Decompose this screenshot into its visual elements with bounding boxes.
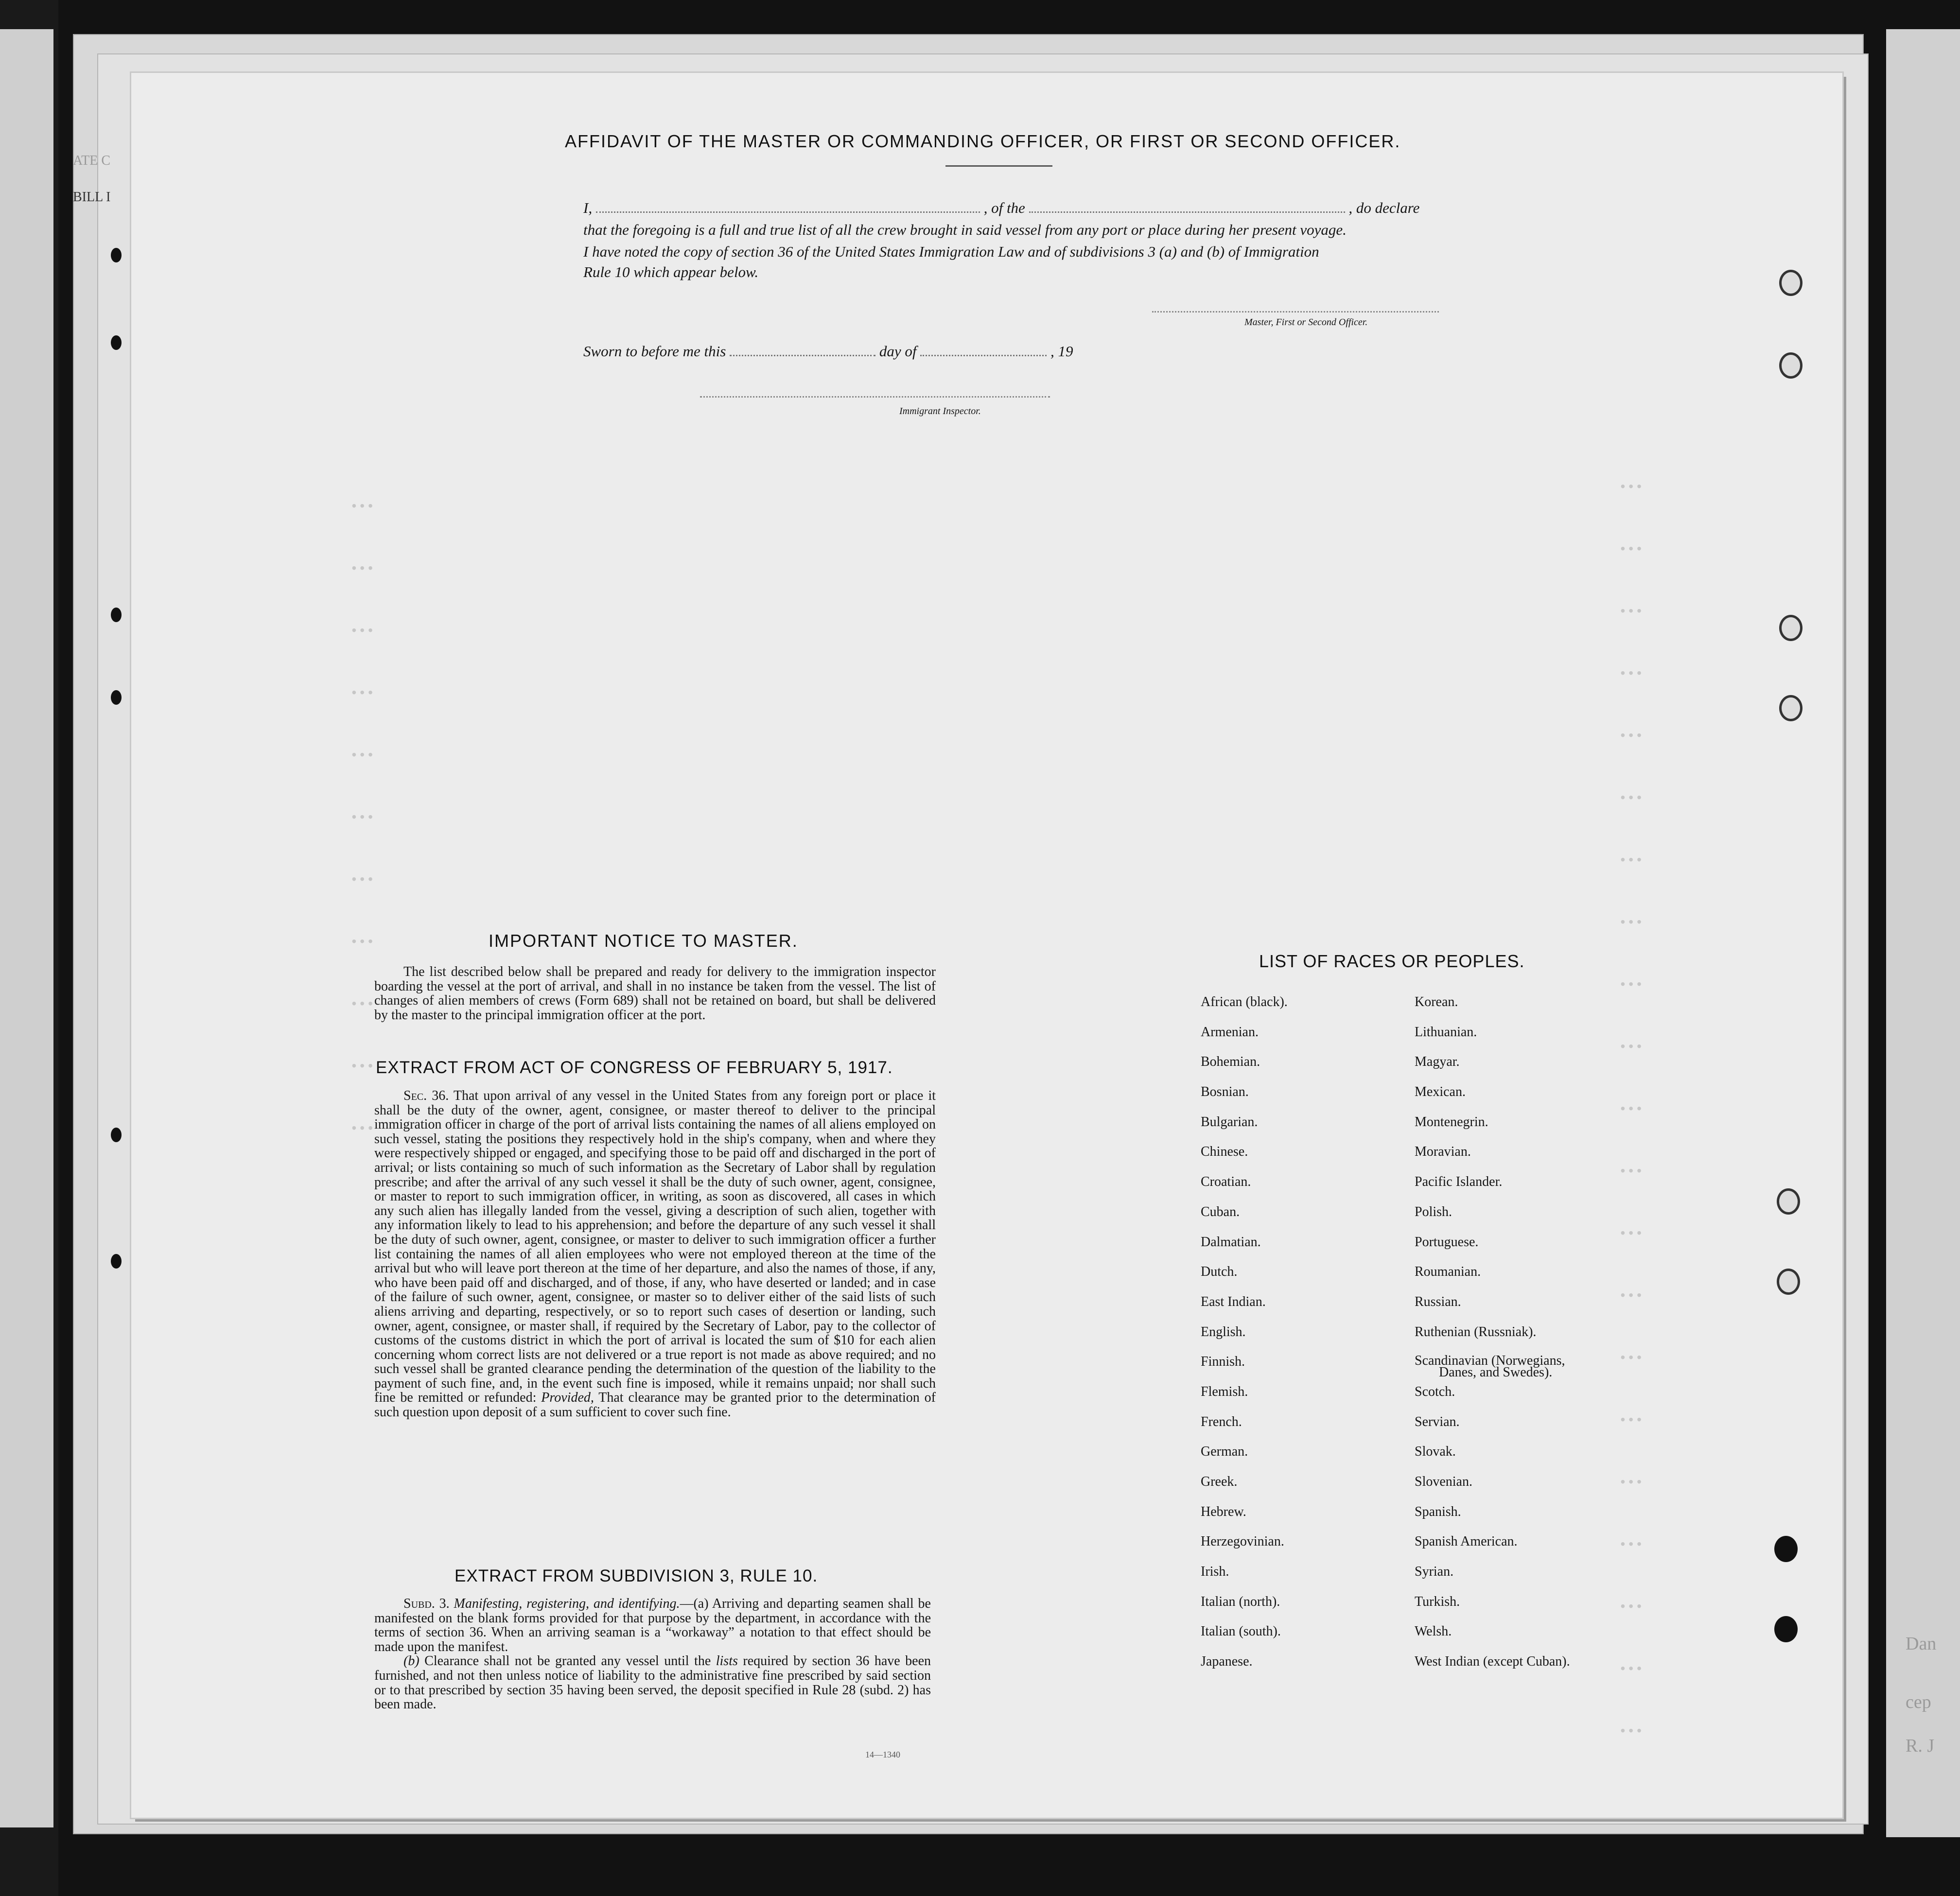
- affidavit-line-2: that the foregoing is a full and true list of all the crew brought in said vessel from any port or place during her present voyage.: [583, 221, 1347, 238]
- subd-para-a: —(a) Arriving and departing seamen shall be manifested on the blank forms provided for that purpose by the department, in accordance with the terms of section 36. When an arriving seaman is a “workaway” a notation to that effect should be made upon the manifest.: [374, 1596, 931, 1654]
- race-item: Chinese.: [1201, 1144, 1248, 1160]
- rule10-title: EXTRACT FROM SUBDIVISION 3, RULE 10.: [455, 1566, 818, 1585]
- races-title: LIST OF RACES OR PEOPLES.: [1259, 951, 1525, 971]
- affidavit-title-rule: [945, 165, 1052, 167]
- punch-hole-5: [1777, 1188, 1800, 1215]
- race-item: Servian.: [1415, 1414, 1460, 1429]
- rule10-para-a: [374, 1597, 931, 1654]
- punch-hole-6: [1777, 1269, 1800, 1295]
- para-b-start: Clearance shall not be granted any vessel until the: [424, 1653, 711, 1669]
- race-item: Finnish.: [1201, 1354, 1245, 1370]
- race-item: Hebrew.: [1201, 1504, 1246, 1519]
- race-item: Spanish.: [1415, 1504, 1461, 1519]
- sec-36-text-end: That clearance may be granted prior to the determination of such question upon deposit of a sum sufficient to cover such fine.: [374, 1390, 936, 1420]
- inspector-caption: Immigrant Inspector.: [899, 406, 981, 417]
- affidavit-line-4: Rule 10 which appear below.: [583, 263, 759, 280]
- punch-hole-3: [1779, 615, 1802, 641]
- races-column-2: [1415, 994, 1570, 1684]
- sec-36-label: Sec. 36.: [403, 1088, 449, 1103]
- inspector-signature-line[interactable]: [700, 396, 1050, 398]
- day-field[interactable]: [730, 355, 875, 356]
- race-item: Roumanian.: [1415, 1264, 1481, 1280]
- affidavit-title: AFFIDAVIT OF THE MASTER OR COMMANDING OFFICER, OR FIRST OR SECOND OFFICER.: [565, 131, 1401, 151]
- act-title: EXTRACT FROM ACT OF CONGRESS OF FEBRUARY 5, 1917.: [376, 1058, 893, 1077]
- race-item: Cuban.: [1201, 1204, 1240, 1219]
- race-item: Bohemian.: [1201, 1054, 1260, 1070]
- binding-hole-4: [111, 690, 122, 705]
- race-item: Pacific Islander.: [1415, 1174, 1503, 1190]
- day-of-label: day of: [879, 343, 917, 360]
- affidavit-line-1: [583, 199, 1419, 217]
- name-field[interactable]: [596, 211, 980, 213]
- race-item: Slovak.: [1415, 1444, 1456, 1460]
- provided-label: Provided,: [541, 1390, 594, 1406]
- form-number: 14—1340: [865, 1750, 900, 1759]
- race-item: Dalmatian.: [1201, 1234, 1261, 1250]
- sec-36-text: That upon arrival of any vessel in the United States from any foreign port or place it shall be the duty of the owner, agent, consignee, or master thereof to deliver to the principal immigration officer in charge of the port of arrival lists containing the names of all aliens employed on such vessel, stating the positions they respectively hold in the ship's company, when and where they were respectively shipped or engaged, and specifying those to be paid off and discharged in the port of arrival; or lists containing so much of such information as the Secretary of Labor shall by regulation prescribe; and after the arrival of any such vessel it shall be the duty of such owner, agent, consignee, or master to report to such immigration officer, in writing, as soon as discovered, all cases in which any such alien has illegally landed from the vessel, giving a description of such alien, together with any information likely to lead to his apprehension; and before the departure of any such vessel it shall be the duty of such owner, agent, consignee, or master to deliver to such immigration officer a further list containing the names of all alien employees who were not employed thereon at the time of the arrival but who will leave port thereon at the time of her departure, and also the names of those, if any, who have been paid off and discharged, and of those, if any, who have deserted or landed; and in case of the failure of such owner, agent, consignee, or master so to deliver either of the said lists of such aliens arriving and departing, respectively, or so to report such cases of desertion or landing, such owner, agent, consignee, or master shall, if required by the Secretary of Labor, pay to the collector of customs of the customs district in which the port of arrival is located the sum of $10 for each alien concerning whom correct lists are not delivered or a true report is not made as above required; and no such vessel shall be granted clearance pending the determination of the question of the liability to the payment of such fine, and, in the event such fine is imposed, while it remains unpaid; nor shall such fine be remitted or refunded:: [374, 1088, 936, 1406]
- master-signature-caption: Master, First or Second Officer.: [1244, 317, 1368, 328]
- bleed-through-column-2: ••• ••• ••• ••• ••• ••• ••• ••• ••• ••• ••• ••• ••• ••• ••• ••• ••• ••• ••• ••• •••: [1619, 480, 1644, 1739]
- rule10-para-b: [374, 1654, 931, 1711]
- race-item: Syrian.: [1415, 1564, 1454, 1580]
- race-item: Slovenian.: [1415, 1474, 1472, 1489]
- para-b-end: required by section 36 have been furnished, and not then unless notice of liability to the administrative fine prescribed by said section or to that prescribed by section 35 having been served, the deposit specified in Rule 28 (subd. 2) has been made.: [374, 1653, 931, 1712]
- subd-label: Subd. 3.: [403, 1596, 450, 1611]
- right-margin-fragment-3: R. J: [1906, 1736, 1935, 1756]
- punch-hole-4: [1779, 695, 1802, 721]
- left-under-sheet: [0, 29, 53, 1827]
- punch-hole-8: [1774, 1616, 1798, 1642]
- race-item: Bulgarian.: [1201, 1114, 1258, 1130]
- right-margin-fragment-1: Dan: [1906, 1634, 1937, 1654]
- master-signature-line[interactable]: [1152, 311, 1439, 313]
- race-item: Korean.: [1415, 994, 1458, 1009]
- race-item: Turkish.: [1415, 1594, 1460, 1609]
- race-item: Portuguese.: [1415, 1234, 1479, 1250]
- bleed-through-column: ••• ••• ••• ••• ••• ••• ••• ••• ••• ••• •••: [350, 500, 375, 1137]
- race-item: Bosnian.: [1201, 1084, 1249, 1100]
- notice-title: IMPORTANT NOTICE TO MASTER.: [489, 931, 798, 951]
- right-margin-fragment-2: cep: [1906, 1692, 1931, 1712]
- race-item: Croatian.: [1201, 1174, 1251, 1190]
- race-item: Montenegrin.: [1415, 1114, 1488, 1130]
- binding-hole-3: [111, 608, 122, 622]
- race-item: Dutch.: [1201, 1264, 1238, 1280]
- race-item: Moravian.: [1415, 1144, 1471, 1160]
- race-item: Welsh.: [1415, 1624, 1452, 1639]
- race-item: East Indian.: [1201, 1294, 1266, 1309]
- binding-hole-6: [111, 1254, 122, 1269]
- race-item: Herzegovinian.: [1201, 1534, 1284, 1549]
- race-item: Polish.: [1415, 1204, 1452, 1219]
- punch-hole-7: [1774, 1536, 1798, 1562]
- race-item: Russian.: [1415, 1294, 1461, 1309]
- act-paragraph: [374, 1089, 936, 1420]
- manifest-reverse-sheet: [131, 73, 1842, 1818]
- race-item: Spanish American.: [1415, 1534, 1518, 1549]
- race-item: Ruthenian (Russniak).: [1415, 1324, 1537, 1339]
- para-b-lists: lists: [716, 1653, 738, 1669]
- race-item: African (black).: [1201, 994, 1288, 1009]
- binding-hole-5: [111, 1128, 122, 1142]
- affidavit-line-3: I have noted the copy of section 36 of the United States Immigration Law and of subdivisions 3 (a) and (b) of Immigration: [583, 243, 1319, 260]
- races-column-1: [1201, 994, 1288, 1684]
- notice-paragraph: The list described below shall be prepared and ready for delivery to the immigration inspector boarding the vessel at the port of arrival, and shall in no instance be taken from the vessel. The list of changes of alien members of crews (Form 689) shall not be retained on board, but shall be delivered by the master to the principal immigration officer at the port.: [374, 964, 936, 1023]
- do-declare-label: , do declare: [1348, 199, 1420, 216]
- sworn-line: [583, 343, 1073, 360]
- act-section-36: [374, 1089, 936, 1420]
- race-item: English.: [1201, 1324, 1246, 1339]
- race-item-continuation: Danes, and Swedes).: [1439, 1365, 1553, 1380]
- punch-hole-1: [1779, 270, 1802, 296]
- i-label: I,: [583, 199, 593, 216]
- month-field[interactable]: [920, 355, 1047, 356]
- race-item: Japanese.: [1201, 1654, 1253, 1670]
- race-item: Armenian.: [1201, 1024, 1259, 1040]
- race-item: Flemish.: [1201, 1384, 1248, 1399]
- rule10-text: [374, 1597, 931, 1712]
- notice-text: [374, 965, 936, 1022]
- race-item: French.: [1201, 1414, 1242, 1429]
- sworn-label: Sworn to before me this: [583, 343, 726, 360]
- left-margin-fragment-2: BILL I: [73, 190, 111, 205]
- vessel-field[interactable]: [1029, 211, 1345, 213]
- race-item: German.: [1201, 1444, 1248, 1460]
- race-item: Scotch.: [1415, 1384, 1455, 1399]
- race-item: Magyar.: [1415, 1054, 1460, 1070]
- race-item: Italian (south).: [1201, 1624, 1281, 1639]
- race-item: Scandinavian (Norwegians, Danes, and Swedes).: [1415, 1354, 1570, 1384]
- race-item: Greek.: [1201, 1474, 1238, 1489]
- binding-hole-2: [111, 335, 122, 350]
- of-the-label: , of the: [983, 199, 1025, 216]
- right-under-sheet: [1886, 29, 1960, 1837]
- punch-hole-2: [1779, 352, 1802, 379]
- binding-hole-1: [111, 248, 122, 262]
- race-item: Mexican.: [1415, 1084, 1466, 1100]
- race-item: Italian (north).: [1201, 1594, 1280, 1609]
- race-item: West Indian (except Cuban).: [1415, 1654, 1570, 1670]
- left-margin-fragment-1: ATE C: [73, 153, 110, 168]
- year-label: , 19: [1050, 343, 1073, 360]
- race-item: Lithuanian.: [1415, 1024, 1477, 1040]
- subd-heading: Manifesting, registering, and identifying.: [454, 1596, 680, 1611]
- race-item: Irish.: [1201, 1564, 1229, 1580]
- para-b-label: (b): [403, 1653, 420, 1669]
